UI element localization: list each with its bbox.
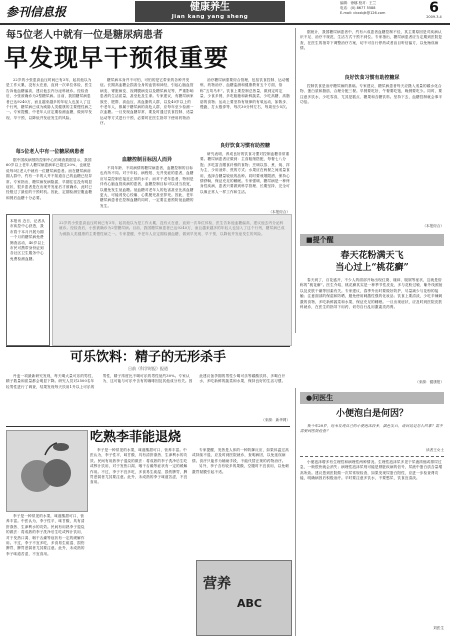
story3-body: 李子是一种常见的水果，味道酸甜可口，营养丰富。中医认为，李子性平，味甘酸，具有清肝涤热、生津利水的功效。民间有用熟李子退烧的做法：将成熟的李子洗净后生吃或榨汁饮用，对于发热口渴、咽干舌燥等症状有一定的缓解作用。不过，李子不宜多吃，多食易生痰湿、损伤脾胃，脾胃虚弱者尤其要注意。此外，未成熟的李子味道苦涩，不宜食用。 <box>90 448 188 485</box>
qa-question: 小便泡白是何因？ <box>335 409 408 419</box>
tips-headline2: 当心过上“桃花癣” <box>335 263 409 273</box>
issue-date: 2009.3.4 <box>426 15 442 19</box>
right-top-note: （本报综合） <box>422 224 444 228</box>
masthead-meta <box>340 1 420 16</box>
qa-label: ●问医生 <box>306 394 334 402</box>
qa-question-body: 我今年28岁，近来发现自己的小便泡沫较多，颜色发白，请问这是怎么回事？需不需要到医院检查？ <box>300 424 443 434</box>
paper-logo: 参刊信息报 <box>6 5 67 19</box>
masthead-rule <box>0 23 450 25</box>
tips-note: （来源：健康报） <box>415 380 444 384</box>
nutrition-ad <box>196 560 292 636</box>
lead-col2-body2: 不同年龄、不同病情的糖尿病患者，血糖控制的目标也有所不同。对于年轻、病程短、无并发症的患者，血糖应尽量控制在接近正常的水平；而对于老年患者，特别是伴有心脑血管疾病的患者，血糖控制目标可以适当放宽，以避免发生低血糖。低血糖对老年人的危害甚至比高血糖更大，可能诱发心绞痛、心肌梗死甚至猝死。因此，老年糖尿病患者在控制血糖的同时，一定要注意预防低血糖的发生。 <box>100 166 194 208</box>
phone-line: 电话：(0) 8677 5588 <box>340 6 376 10</box>
qa-answer: 小便泡沫增多有生理性和病理性两种情况。生理性泡沫尿多见于尿液浓缩或排尿过急，一般很快就会消失；病理性泡沫尿则可能是肾脏疾病的信号，尿液中蛋白质含量增高所致。建议您到医院做一次尿常规检查，如果发现尿蛋白阳性，应进一步检查肾功能，明确病因后积极治疗。平时要注意多饮水，不要憋尿，饮食宜清淡。 <box>300 460 443 481</box>
tips-headline: 春天花粉满天飞 <box>340 251 404 261</box>
email-line: E-mail: ckxxbjk@126.com <box>340 11 386 15</box>
story3-left-text: 李子是一种常见的水果，味道酸甜可口，营养丰富。中医认为，李子性平，味甘酸，具有清肝涤热、生津利水的功效。民间有用熟李子退烧的做法：将成熟的李子洗净后生吃或榨汁饮用，对于发热口渴、咽干舌燥等症状有一定的缓解作用。不过，李子不宜多吃，多食易生痰湿、损伤脾胃，脾胃虚弱者尤其要注意。此外，未成熟的李子味道苦涩，不宜食用。 <box>6 514 85 556</box>
right-top-body2: 控制饮食是治疗糖尿病的基础。专家建议，糖尿病患者每天应摄入适量的碳水化合物、蛋白质和脂肪，合理分配三餐。早餐要吃好，午餐要吃饱，晚餐要吃少。同时，要注意多饮水，少吃零食，尤其是糕点、糖果和含糖饮料。坚持下去，血糖控制就会事半功倍。 <box>300 84 443 105</box>
sidebar-strip-text: 本报讯 近日，记者从市疾控中心获悉，我市将于本月开展为期一个月的糖尿病免费筛查活动，40岁以上市民可携带身份证到各社区卫生服务中心免费检测血糖。 <box>10 219 45 261</box>
right-top-body: 据统计，我国糖尿病患者中，约有六成患者血糖控制不佳，其主要原因是对疾病认识不足、治疗不规范、生活方式干预不到位。专家指出，糖尿病患者应当定期到医院复查，在医生的指导下调整治疗方案，切不可自行停药或者盲目听信偏方，以免贻误病情。 <box>300 30 443 51</box>
lead-col3: 治疗糖尿病需要综合管理，包括饮食控制、运动锻炼、药物治疗、血糖监测和健康教育五个方面，俗称“五驾马车”。饮食上要控制总热量，做到定时定量、少食多餐，多吃粗粮和新鲜蔬菜，少吃高糖、高脂肪的食物；运动上要坚持有规律的有氧运动，如散步、慢跑、打太极拳等，每次30分钟左右，每周至少5次。 <box>200 78 290 110</box>
story3-photo <box>6 430 88 512</box>
lead-col1-body2: 据中国疾病预防控制中心的调查数据显示，我国60岁以上老年人糖尿病患病率已超过20%，也就是说每5位老人中就有一位糖尿病患者。而在糖尿病前期人群中，约有一半的人并不知道自己的血糖已经异常。专家指出，糖尿病发病隐匿，早期往往没有明显症状，很多患者是在出现并发症后才被确诊，此时已经错过了最佳的干预时机。因此，定期检测空腹血糖和餐后血糖十分必要。 <box>6 158 93 200</box>
lead-col2: 糖尿病本身并不可怕，可怕的是它带来的各种并发症。长期高血糖会损害全身的血管和神经，引起心脑血管病变、肾脏病变、视网膜病变以及糖尿病足等，严重影响患者的生活质量，甚至危及生命。专家建议，有糖尿病家族史、肥胖、高血压、高血脂的人群，以及40岁以上的中老年人，都属于糖尿病的高危人群，应每年至少检测一次血糖。一旦发现血糖异常，要及时通过饮食控制、适量运动等方式进行干预，必要时在医生指导下使用药物治疗。 <box>100 78 194 126</box>
masthead <box>0 0 450 24</box>
lead-col1: 22岁的小张患高血压时间已有3年，起初他以为是工作太累，没有太在意，直到一次单位体检，医生告诉他血糖偏高，建议他去内分泌科就诊。经检查后，小张被确诊为2型糖尿病。目前，我国糖尿病患者已达9240万，而且越来越多的年轻人也加入了这个行列，糖尿病已成为威胁人类健康的主要慢性病之一。专家提醒，中老年人应定期检测血糖，做到早发现、早干预，以降低并发症发生的风险。 <box>6 78 93 120</box>
right-lower-divider <box>295 388 296 636</box>
lead-illustration <box>52 214 292 346</box>
lead-col3-subhead: 良好饮食习惯有助控糖 <box>219 143 270 149</box>
lead-kicker: 每5位老人中就有一位是糖尿病患者 <box>6 30 163 41</box>
section-title: 健康养生 <box>190 2 230 13</box>
page-number: 6 <box>429 0 439 16</box>
tips-marker-icon: ■ <box>306 236 313 244</box>
qa-divider <box>300 456 444 457</box>
qa-asker: 读者王女士 <box>426 448 444 452</box>
editor-line: 编辑：徐娜 校对：王兰 <box>340 1 377 5</box>
tips-label: ■提个醒 <box>306 236 334 244</box>
lead-headline: 早发现早干预很重要 <box>4 44 229 72</box>
ad-title-cn: 营养 <box>203 576 231 592</box>
story2-headline: 可乐饮料：精子的无形杀手 <box>69 350 226 365</box>
right-top-subhead: 良好饮食习惯有助控糖尿 <box>344 75 400 81</box>
story2-byline: 日前（科学时报）报道 <box>128 366 168 371</box>
lead-col2-subhead: 血糖控制目标因人而异 <box>121 157 172 163</box>
story2-top-rule <box>6 346 290 347</box>
section-banner <box>135 1 285 22</box>
ad-title-en: ABC <box>237 597 262 610</box>
story2-note: （来源：新华网） <box>261 418 290 422</box>
story3-headline: 吃熟李菲能退烧 <box>90 430 182 445</box>
story2-body: 丹麦一项最新研究发现，每天喝大量可乐的男性，精子数量和质量都会明显下降。研究人员对2500名年轻男性进行了调查，结果发现每天饮用1升以上可乐的男性，精子浓度比不喝可乐的男性低约30%。专家认为，这可能与可乐中含有的咖啡因及其他成分有关。因此建议备孕期的男性少喝可乐等碳酸饮料，多喝白开水，多吃新鲜的蔬菜和水果，保持良好的生活习惯。 <box>6 374 286 389</box>
qa-answerer: 刘医生 <box>433 626 444 630</box>
plum-illustration-icon <box>7 431 87 511</box>
sidebar-strip <box>6 214 50 346</box>
right-column-divider <box>295 28 296 333</box>
lead-byline: （本报综合） <box>268 210 290 214</box>
qa-marker-icon: ● <box>306 394 313 402</box>
story3-top-rule <box>6 426 290 427</box>
lead-illustration-caption: 22岁的小张患高血压时间已有3年，起初他以为是工作太累，没有太在意，直到一次单位体检，医生告诉他血糖偏高，建议他去内分泌科就诊。经检查后，小张被确诊为2型糖尿病。目前，我国糖尿病患者已达9240万，而且越来越多的年轻人也加入了这个行列，糖尿病已成为威胁人类健康的主要慢性病之一。专家提醒，中老年人应定期检测血糖，做到早发现、早干预，以降低并发症发生的风险。 <box>59 221 285 236</box>
lead-col3-body2: 研究表明，养成良好的饮食习惯对控制血糖非常重要。糖尿病患者应做到：主食粗细搭配，每餐七八分饱；多吃富含膳食纤维的食物；烹调以蒸、煮、炖、拌为主，少用油炸、煎的方式；水果应在两餐之间适量食用，选择含糖量较低的品种。同时要戒烟限酒，保持心情舒畅，保证充足的睡眠。专家强调，糖尿病是一种终身性疾病，患者只要做到科学管理、长期坚持，完全可以像正常人一样工作和生活。 <box>200 152 290 194</box>
story3-col2: 专家提醒，发热是人体的一种防御反应，如果体温过高或持续不退，应及时到医院就诊，查明病因，以免延误病情。食疗只能作为辅助手段，不能代替正规的药物治疗。 另外，李子含有较多的果酸，空腹时不宜食用，以免刺激胃黏膜引起不适。 <box>192 448 289 474</box>
tips-body: 春天到了，百花盛开，不少人的面部开始出现红斑、瘙痒、脱屑等症状，这就是俗称的“桃花癣”。医生介绍，桃花癣其实是一种季节性皮炎，多与花粉过敏、紫外线照射以及皮肤干燥等因素有关。专家建议，春季外出时要做好防护，尽量减少与花粉的接触；注意面部的保湿和防晒，避免使用刺激性强的化妆品；饮食上要清淡，少吃辛辣刺激的食物，多吃新鲜蔬菜和水果，保证充足的睡眠。一旦出现症状，应及时到医院皮肤科就诊，在医生的指导下用药，切勿自行乱用激素类药膏。 <box>300 278 443 310</box>
lead-col1-subhead: 每5位老人中有一位糖尿病患者 <box>15 149 85 155</box>
section-pinyin: Jian kang yang sheng <box>171 14 249 20</box>
